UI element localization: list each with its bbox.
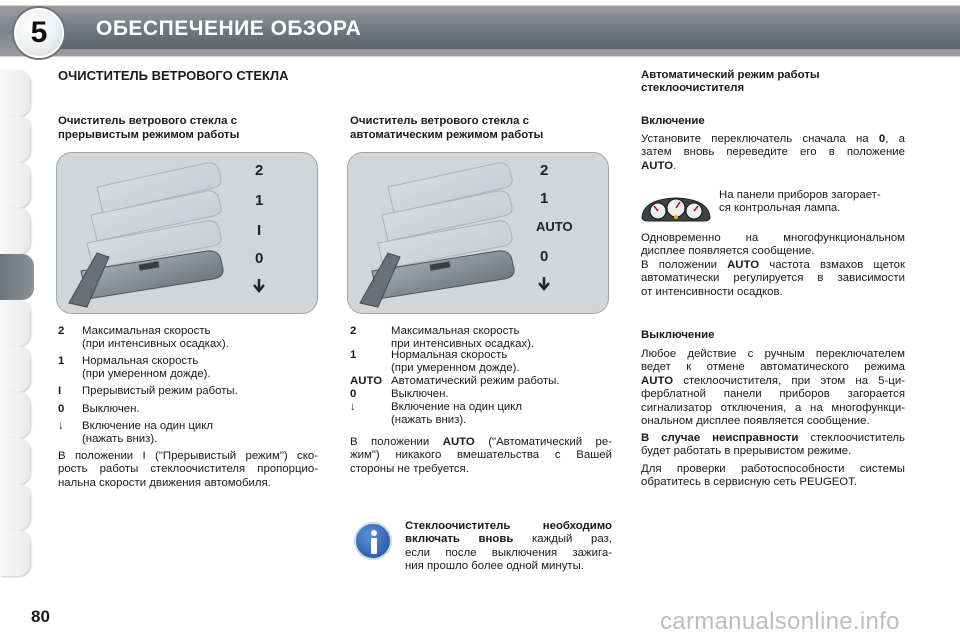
simultaneous-paragraph: Одновременно на многофункциональном дисплее появляется сообщение. В положении AUTO частота взмахов щеток автоматически регулируется в зависимости от интенсивности осадков. bbox=[641, 232, 905, 298]
stalk-label-2: 2 bbox=[255, 162, 264, 179]
chapter-title: ОБЕСПЕЧЕНИЕ ОБЗОРА bbox=[96, 17, 362, 40]
down-arrow-icon: ↓ bbox=[58, 420, 64, 432]
page-number: 80 bbox=[31, 607, 50, 626]
stalk-label-intermittent: I bbox=[257, 222, 262, 239]
chapter-tab-2[interactable] bbox=[0, 116, 30, 162]
middle-paragraph: В положении AUTO ("Автоматический ре- жим") никакого вмешательства с Вашей стороны не требуется. bbox=[350, 436, 612, 475]
on-paragraph: Установите переключатель сначала на 0, а затем вновь переведите его в положение AUTO. bbox=[641, 133, 906, 172]
stalk-label-auto: AUTO bbox=[536, 219, 573, 234]
section-title: ОЧИСТИТЕЛЬ ВЕТРОВОГО СТЕКЛА bbox=[58, 68, 289, 83]
chapter-tab-11[interactable] bbox=[0, 530, 30, 576]
chapter-tab-5-active[interactable] bbox=[0, 254, 34, 300]
middle-subtitle-line2: автоматическим режимом работы bbox=[350, 129, 544, 141]
stalk-label-0: 0 bbox=[540, 248, 549, 265]
chapter-tab-4[interactable] bbox=[0, 208, 30, 254]
stalk-label-1: 1 bbox=[540, 190, 549, 207]
down-arrow-icon: ↓ bbox=[350, 401, 356, 413]
off-title: Выключение bbox=[641, 329, 715, 341]
chapter-tab-10[interactable] bbox=[0, 484, 30, 530]
chapter-tab-6[interactable] bbox=[0, 300, 30, 346]
stalk-label-2: 2 bbox=[540, 162, 549, 179]
info-icon bbox=[354, 522, 392, 560]
watermark: carmanualsonline.info bbox=[660, 608, 900, 635]
chapter-tab-7[interactable] bbox=[0, 346, 30, 392]
check-paragraph: Для проверки работоспособности системы обратитесь в сервисную сеть PEUGEOT. bbox=[641, 463, 905, 489]
chapter-tab-9[interactable] bbox=[0, 438, 30, 484]
chapter-tab-8[interactable] bbox=[0, 392, 30, 438]
lamp-text-line1: На панели приборов загорает- bbox=[719, 189, 881, 201]
middle-subtitle-line1: Очиститель ветрового стекла с bbox=[350, 115, 529, 127]
on-title: Включение bbox=[641, 115, 705, 127]
stalk-label-1: 1 bbox=[255, 192, 264, 209]
chapter-tab-1[interactable] bbox=[0, 70, 30, 116]
lamp-text-line2: ся контрольная лампа. bbox=[719, 202, 841, 214]
info-note: Стеклоочиститель необходимо включать вновь каждый раз, если после выключения зажига- ния прошло более одной минуты. bbox=[405, 520, 612, 573]
chapter-number: 5 bbox=[14, 8, 64, 58]
chapter-tab-3[interactable] bbox=[0, 162, 30, 208]
right-title-line1: Автоматический режим работы bbox=[641, 69, 820, 81]
fault-paragraph: В случае неисправности стеклоочиститель будет работать в прерывистом режиме. bbox=[641, 432, 905, 458]
stalk-label-0: 0 bbox=[255, 250, 264, 267]
left-subtitle-line1: Очиститель ветрового стекла с bbox=[58, 115, 237, 127]
wiper-stalk-illustration-auto bbox=[347, 152, 609, 314]
instrument-panel-icon bbox=[640, 195, 712, 223]
right-title-line2: стеклоочистителя bbox=[641, 82, 745, 94]
left-paragraph: В положении I ("Прерывистый режим") ско- рость работы стеклоочистителя пропорцио- нальна скорости движения автомобиля. bbox=[58, 450, 318, 489]
off-paragraph: Любое действие с ручным переключателем ведет к отмене автоматического режима AUTO стеклоочистителя, при этом на 5-ци- ферблатной панели приборов загорается сигнализатор отключения, а на многофункци- ональном дисплее появляется сообщение. bbox=[641, 348, 905, 428]
left-subtitle-line2: прерывистым режимом работы bbox=[58, 129, 240, 141]
wiper-stalk-illustration-intermittent bbox=[56, 152, 318, 314]
